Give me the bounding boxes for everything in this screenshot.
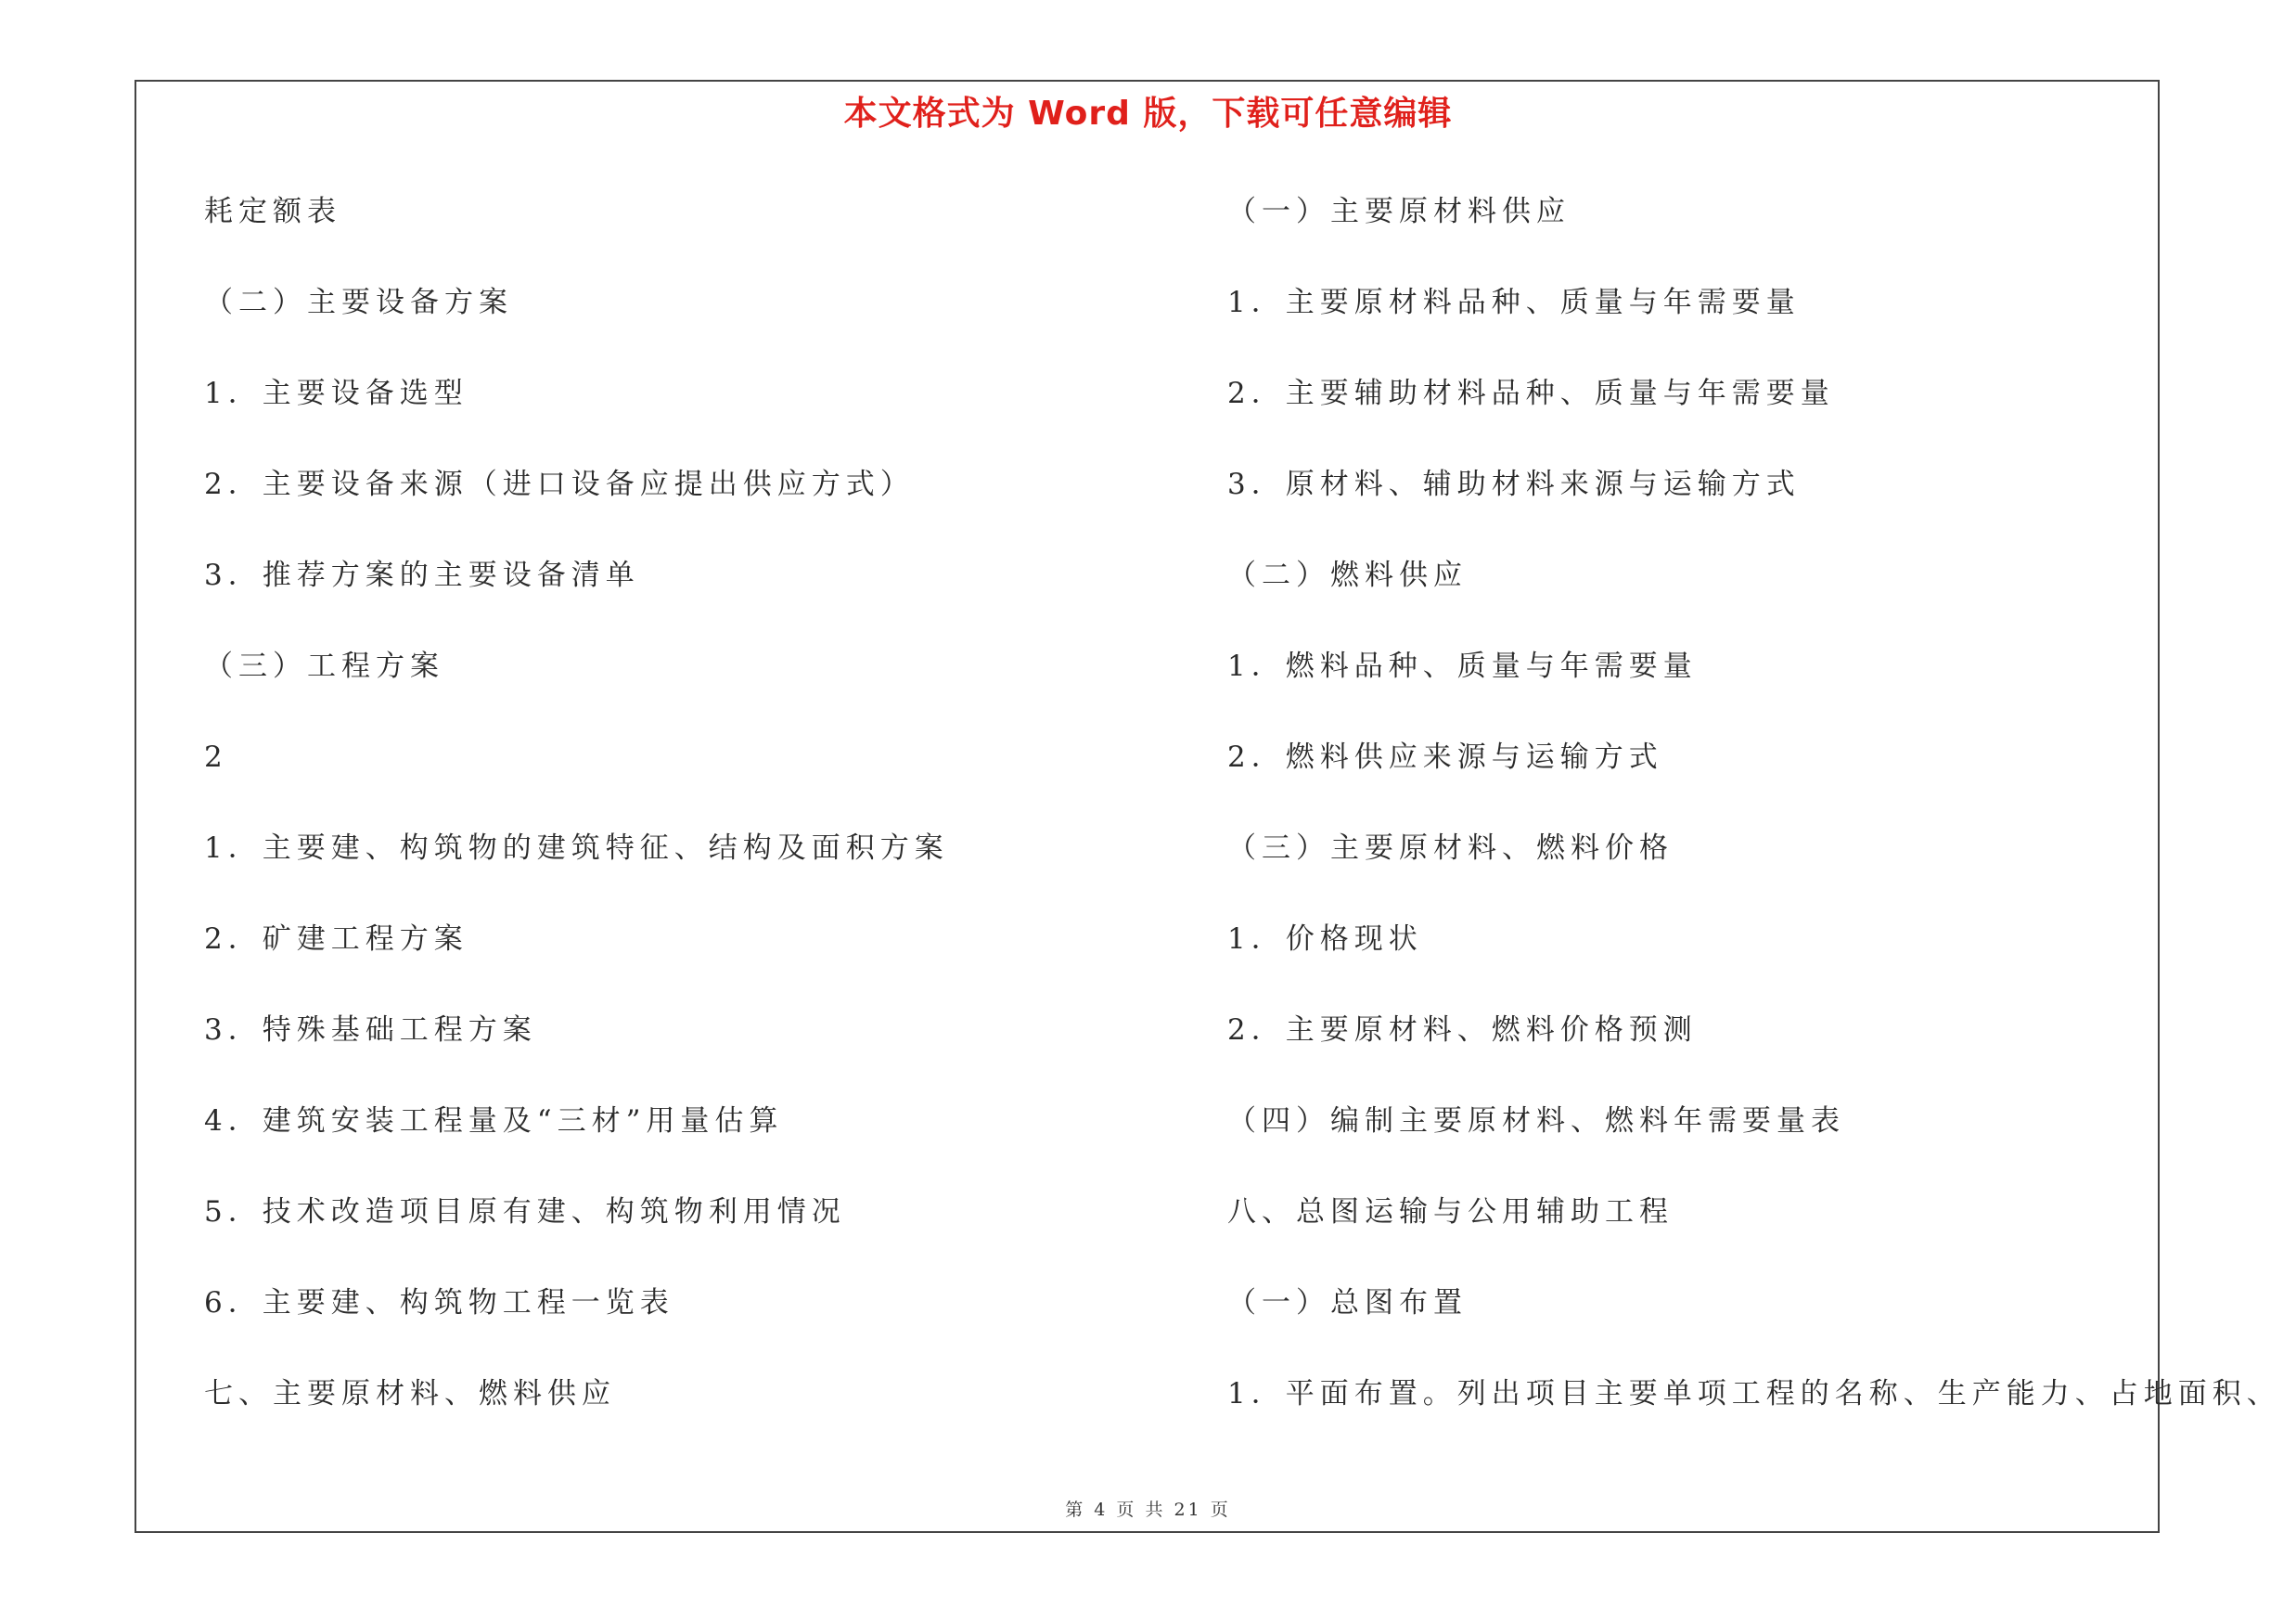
text-line: 4．建筑安装工程量及“三材”用量估算 <box>204 1104 784 1138</box>
text-line: 2．矿建工程方案 <box>204 922 468 956</box>
text-line: 耗定额表 <box>204 195 341 228</box>
text-line: （四）编制主要原材料、燃料年需要量表 <box>1227 1104 1845 1138</box>
text-line: 1．主要建、构筑物的建筑特征、结构及面积方案 <box>204 831 949 865</box>
text-line: 1．主要设备选型 <box>204 377 468 410</box>
text-line: 2 <box>204 741 228 774</box>
right-column <box>1227 186 2281 1459</box>
text-line: （二）燃料供应 <box>1227 559 1468 592</box>
text-line: 八、总图运输与公用辅助工程 <box>1227 1195 1674 1229</box>
text-line: 1．平面布置。列出项目主要单项工程的名称、生产能力、占地面积、 <box>1227 1377 2281 1410</box>
text-line: 6．主要建、构筑物工程一览表 <box>204 1286 674 1320</box>
text-line: 2．燃料供应来源与运输方式 <box>1227 741 1663 774</box>
page-number-footer: 第 4 页 共 21 页 <box>1065 1500 1231 1520</box>
text-line: 2．主要辅助材料品种、质量与年需要量 <box>1227 377 1835 410</box>
text-line: 3．推荐方案的主要设备清单 <box>204 559 640 592</box>
text-line: （三）工程方案 <box>204 650 444 683</box>
text-line: 1．主要原材料品种、质量与年需要量 <box>1227 286 1801 319</box>
text-line: 1．燃料品种、质量与年需要量 <box>1227 650 1698 683</box>
text-line: 5．技术改造项目原有建、构筑物利用情况 <box>204 1195 846 1229</box>
text-line: 3．特殊基础工程方案 <box>204 1013 537 1047</box>
left-column <box>204 186 1206 1459</box>
text-line: （二）主要设备方案 <box>204 286 513 319</box>
text-line: 七、主要原材料、燃料供应 <box>204 1377 616 1410</box>
text-line: （一）主要原材料供应 <box>1227 195 1571 228</box>
text-line: （一）总图布置 <box>1227 1286 1468 1320</box>
text-line: 2．主要设备来源（进口设备应提出供应方式） <box>204 468 915 501</box>
text-line: 2．主要原材料、燃料价格预测 <box>1227 1013 1698 1047</box>
text-line: 3．原材料、辅助材料来源与运输方式 <box>1227 468 1801 501</box>
document-banner: 本文格式为 Word 版，下载可任意编辑 <box>843 95 1453 133</box>
text-line: 1．价格现状 <box>1227 922 1423 956</box>
text-line: （三）主要原材料、燃料价格 <box>1227 831 1674 865</box>
